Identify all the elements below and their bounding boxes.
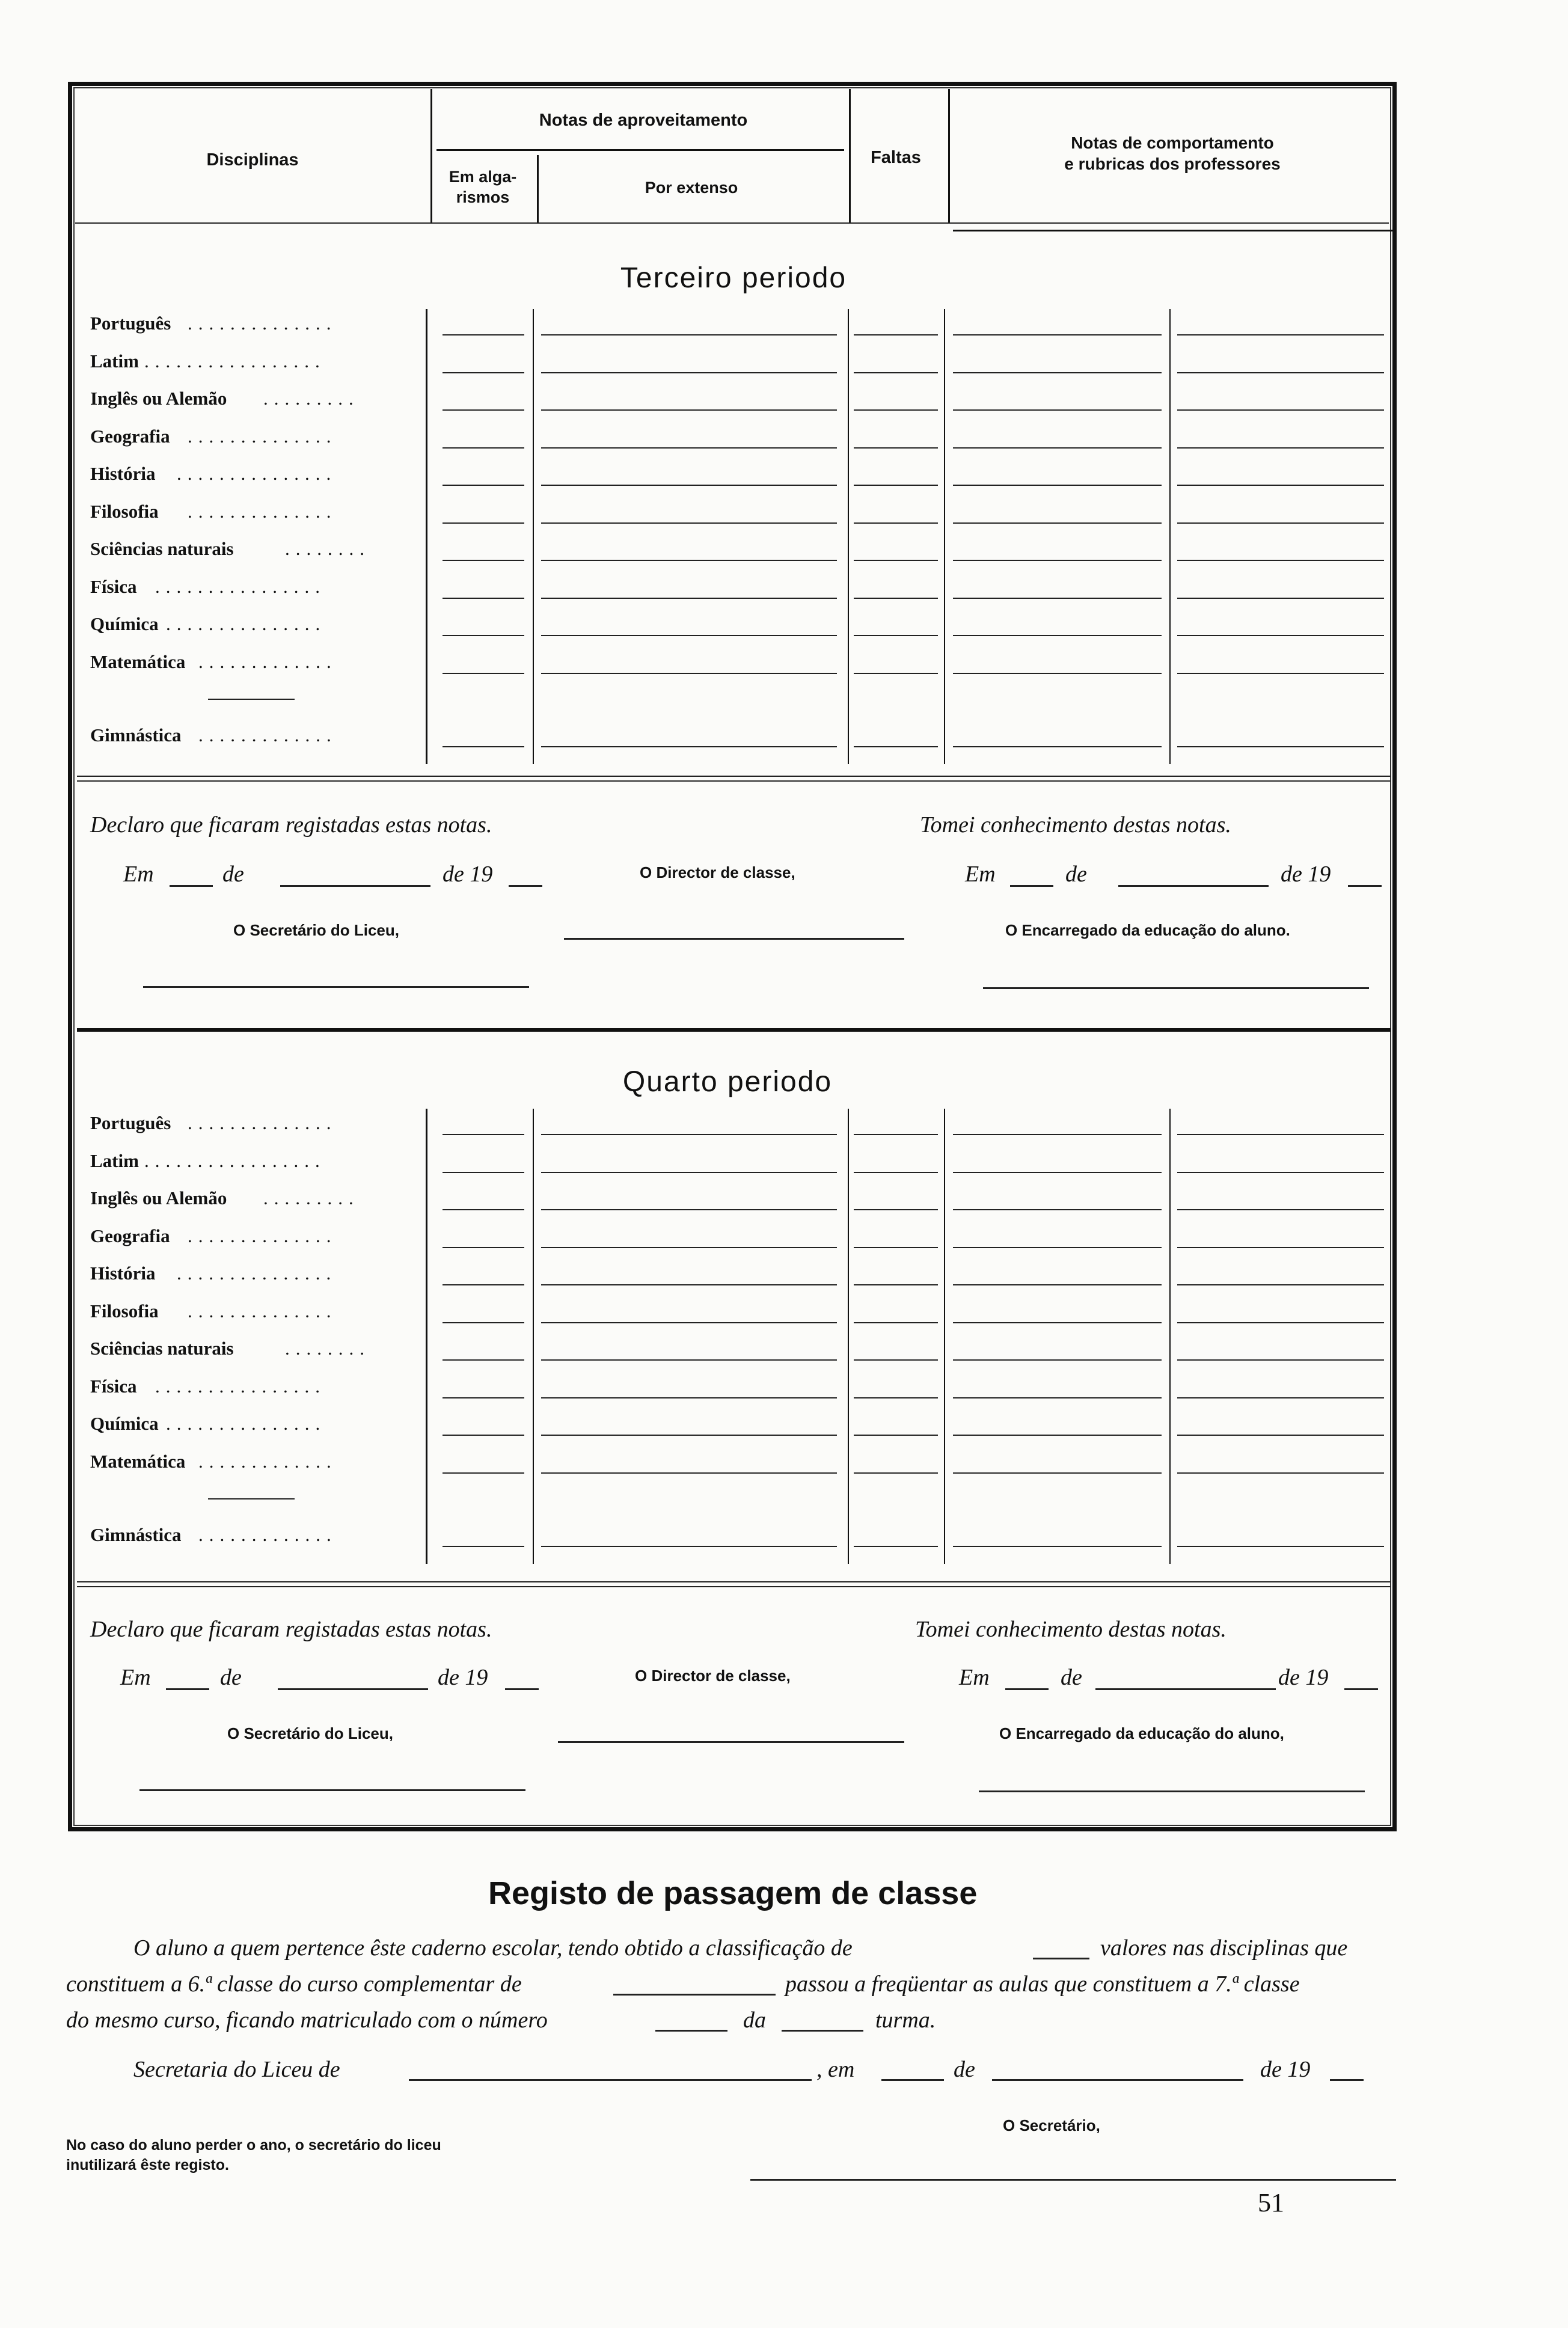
period-2-separator xyxy=(77,1581,1391,1582)
grade-entry-line[interactable] xyxy=(541,1172,837,1173)
registo-dia-line[interactable] xyxy=(881,2079,944,2081)
header-por-extenso: Por extenso xyxy=(645,179,738,197)
grade-entry-line[interactable] xyxy=(1177,1397,1384,1398)
subject-leader-dots: ................ xyxy=(155,1375,326,1397)
em-day-line-2[interactable] xyxy=(166,1688,209,1690)
declaro-text-2: Declaro que ficaram registadas estas notas. xyxy=(90,1617,492,1642)
subject-leader-dots: ............... xyxy=(166,613,326,634)
subject-label: Português xyxy=(90,313,171,334)
grade-entry-line[interactable] xyxy=(854,334,938,335)
grade-entry-line[interactable] xyxy=(1177,1247,1384,1248)
grade-entry-line[interactable] xyxy=(1177,1172,1384,1173)
grade-entry-line[interactable] xyxy=(953,372,1162,373)
grade-entry-line[interactable] xyxy=(1177,673,1384,674)
grade-entry-line[interactable] xyxy=(443,746,524,747)
registo-line3a: do mesmo curso, ficando matriculado com o número xyxy=(66,2008,548,2033)
grade-entry-line[interactable] xyxy=(953,1247,1162,1248)
subject-leader-dots: ........ xyxy=(285,538,370,559)
grade-entry-line[interactable] xyxy=(541,522,837,524)
grade-entry-line[interactable] xyxy=(953,1472,1162,1474)
em-month-line-1[interactable] xyxy=(280,885,430,887)
registo-line3b: da xyxy=(743,2008,766,2033)
grade-entry-line[interactable] xyxy=(953,1435,1162,1436)
registo-line4c: de xyxy=(954,2057,975,2082)
grade-entry-line[interactable] xyxy=(443,560,524,561)
secretario-signature-line-2[interactable] xyxy=(139,1789,525,1791)
grade-entry-line[interactable] xyxy=(1177,372,1384,373)
de19-label-2b: de 19 xyxy=(1278,1665,1329,1690)
grade-entry-line[interactable] xyxy=(854,635,938,636)
grade-entry-line[interactable] xyxy=(854,485,938,486)
grade-entry-line[interactable] xyxy=(953,1284,1162,1285)
subject-leader-dots: ............. xyxy=(198,724,337,746)
grade-entry-line[interactable] xyxy=(953,1397,1162,1398)
grade-entry-line[interactable] xyxy=(1177,485,1384,486)
secretario-label-1: O Secretário do Liceu, xyxy=(233,921,399,939)
grade-entry-line[interactable] xyxy=(443,598,524,599)
em-label-2b: Em xyxy=(959,1665,990,1690)
grade-entry-line[interactable] xyxy=(854,673,938,674)
header-underline xyxy=(436,149,844,151)
grade-entry-line[interactable] xyxy=(953,522,1162,524)
grade-entry-line[interactable] xyxy=(443,1134,524,1135)
subject-label: Matemática xyxy=(90,1450,186,1472)
grade-entry-line[interactable] xyxy=(1177,598,1384,599)
header-notas-aproveitamento: Notas de aproveitamento xyxy=(539,111,748,130)
director-signature-line-2[interactable] xyxy=(558,1741,904,1743)
header-notas-comportamento-1: Notas de comportamento xyxy=(1071,133,1274,152)
grade-entry-line[interactable] xyxy=(953,673,1162,674)
de-label-2: de xyxy=(220,1665,242,1690)
column-divider xyxy=(848,1109,849,1564)
grade-entry-line[interactable] xyxy=(541,409,837,411)
registo-note-1: No caso do aluno perder o ano, o secretário do liceu xyxy=(66,2137,441,2154)
tomei-text-2: Tomei conhecimento destas notas. xyxy=(915,1617,1227,1642)
subject-gap-line xyxy=(208,699,295,700)
column-divider xyxy=(848,309,849,764)
header-bottom-line-2 xyxy=(953,230,1395,231)
form-frame-inner xyxy=(73,87,1391,1826)
registo-line4a: Secretaria do Liceu de xyxy=(133,2057,340,2082)
em-day-line-1[interactable] xyxy=(170,885,213,887)
grade-entry-line[interactable] xyxy=(541,673,837,674)
director-signature-line-1[interactable] xyxy=(564,938,904,940)
grade-entry-line[interactable] xyxy=(1177,1322,1384,1323)
grade-entry-line[interactable] xyxy=(854,746,938,747)
registo-line4d: de 19 xyxy=(1260,2057,1311,2082)
grade-entry-line[interactable] xyxy=(854,1209,938,1210)
registo-curso-line[interactable] xyxy=(613,1994,776,1996)
grade-entry-line[interactable] xyxy=(541,334,837,335)
subject-leader-dots: ......... xyxy=(263,388,360,409)
grade-entry-line[interactable] xyxy=(1177,635,1384,636)
grade-entry-line[interactable] xyxy=(953,409,1162,411)
encarregado-signature-line-1[interactable] xyxy=(983,987,1369,989)
grade-entry-line[interactable] xyxy=(953,560,1162,561)
subject-label: Filosofia xyxy=(90,1300,159,1322)
period-divider-heavy xyxy=(77,1028,1391,1032)
period-title-quarto: Quarto periodo xyxy=(622,1066,833,1098)
column-divider xyxy=(944,309,945,764)
grade-entry-line[interactable] xyxy=(1177,746,1384,747)
header-notas-comportamento-2: e rubricas dos professores xyxy=(1064,155,1281,173)
grade-entry-line[interactable] xyxy=(1177,522,1384,524)
subject-label: Gimnástica xyxy=(90,1524,182,1545)
director-label-1: O Director de classe, xyxy=(640,863,795,881)
grade-entry-line[interactable] xyxy=(854,1435,938,1436)
subject-leader-dots: .............. xyxy=(188,1112,337,1133)
column-divider xyxy=(426,1109,427,1564)
subject-leader-dots: ............. xyxy=(198,1524,337,1545)
em-label-2: Em xyxy=(120,1665,151,1690)
grade-entry-line[interactable] xyxy=(953,485,1162,486)
header-em-algarismos-2: rismos xyxy=(456,188,510,206)
de19-label-1b: de 19 xyxy=(1281,862,1331,887)
subject-label: Química xyxy=(90,613,159,634)
grade-entry-line[interactable] xyxy=(443,1397,524,1398)
subject-label: Filosofia xyxy=(90,500,159,522)
subject-label: Sciências naturais xyxy=(90,538,234,559)
grade-entry-line[interactable] xyxy=(443,1247,524,1248)
grade-entry-line[interactable] xyxy=(443,1546,524,1547)
registo-title: Registo de passagem de classe xyxy=(488,1875,978,1911)
grade-entry-line[interactable] xyxy=(541,1359,837,1361)
registo-line1a: O aluno a quem pertence êste caderno escolar, tendo obtido a classificação de xyxy=(133,1935,853,1961)
column-divider xyxy=(1169,309,1171,764)
grade-entry-line[interactable] xyxy=(541,1397,837,1398)
grade-entry-line[interactable] xyxy=(854,1397,938,1398)
grade-entry-line[interactable] xyxy=(953,447,1162,449)
grade-entry-line[interactable] xyxy=(1177,447,1384,449)
de-label-2b: de xyxy=(1061,1665,1082,1690)
registo-secretario-label: O Secretário, xyxy=(1003,2116,1100,2134)
grade-entry-line[interactable] xyxy=(1177,409,1384,411)
subject-label: Química xyxy=(90,1413,159,1434)
grade-entry-line[interactable] xyxy=(1177,1284,1384,1285)
grade-entry-line[interactable] xyxy=(443,1472,524,1474)
registo-numero-line[interactable] xyxy=(655,2030,727,2032)
grade-entry-line[interactable] xyxy=(541,1209,837,1210)
grade-entry-line[interactable] xyxy=(443,372,524,373)
grade-entry-line[interactable] xyxy=(1177,1546,1384,1547)
subject-label: Física xyxy=(90,575,137,597)
subject-leader-dots: .............. xyxy=(188,425,337,447)
subject-label: Sciências naturais xyxy=(90,1338,234,1359)
subject-label: Gimnástica xyxy=(90,724,182,746)
grade-entry-line[interactable] xyxy=(541,1247,837,1248)
subject-leader-dots: .............. xyxy=(188,1225,337,1246)
grade-entry-line[interactable] xyxy=(854,560,938,561)
grade-entry-line[interactable] xyxy=(443,1284,524,1285)
header-em-algarismos xyxy=(432,167,534,208)
grade-entry-line[interactable] xyxy=(541,1472,837,1474)
em-month-line-2b[interactable] xyxy=(1095,1688,1276,1690)
grade-entry-line[interactable] xyxy=(541,635,837,636)
em-year-line-2[interactable] xyxy=(505,1688,539,1690)
grade-entry-line[interactable] xyxy=(541,447,837,449)
declaro-text-1: Declaro que ficaram registadas estas notas. xyxy=(90,812,492,838)
grade-entry-line[interactable] xyxy=(854,1322,938,1323)
subject-label: Geografia xyxy=(90,1225,170,1246)
subject-leader-dots: ................. xyxy=(144,1150,326,1171)
registo-line2a: constituem a 6.ª classe do curso complementar de xyxy=(66,1971,522,1997)
subject-leader-dots: ............. xyxy=(198,1450,337,1472)
secretario-signature-line-1[interactable] xyxy=(143,986,529,988)
em-month-line-1b[interactable] xyxy=(1118,885,1269,887)
grade-entry-line[interactable] xyxy=(1177,1134,1384,1135)
header-divider-4 xyxy=(537,155,539,222)
registo-mes-line[interactable] xyxy=(992,2079,1243,2081)
em-day-line-1b[interactable] xyxy=(1010,885,1053,887)
subject-label: História xyxy=(90,463,156,484)
subject-label: Latim xyxy=(90,350,139,372)
grade-entry-line[interactable] xyxy=(953,1546,1162,1547)
grade-entry-line[interactable] xyxy=(854,1546,938,1547)
em-day-line-2b[interactable] xyxy=(1005,1688,1049,1690)
grade-entry-line[interactable] xyxy=(443,1359,524,1361)
subject-label: Inglês ou Alemão xyxy=(90,1187,227,1208)
grade-entry-line[interactable] xyxy=(541,598,837,599)
grade-entry-line[interactable] xyxy=(854,447,938,449)
header-divider-1 xyxy=(430,89,432,222)
grade-entry-line[interactable] xyxy=(953,635,1162,636)
subject-label: Geografia xyxy=(90,425,170,447)
grade-entry-line[interactable] xyxy=(854,409,938,411)
grade-entry-line[interactable] xyxy=(541,1284,837,1285)
subject-leader-dots: ............. xyxy=(198,651,337,672)
grade-entry-line[interactable] xyxy=(1177,1209,1384,1210)
grade-entry-line[interactable] xyxy=(953,746,1162,747)
grade-entry-line[interactable] xyxy=(443,1209,524,1210)
column-divider xyxy=(944,1109,945,1564)
registo-valores-line[interactable] xyxy=(1033,1958,1089,1959)
column-divider xyxy=(426,309,427,764)
encarregado-signature-line-2[interactable] xyxy=(979,1790,1365,1792)
grade-entry-line[interactable] xyxy=(953,1134,1162,1135)
column-divider xyxy=(1169,1109,1171,1564)
header-divider-3 xyxy=(948,89,950,222)
de19-label-1: de 19 xyxy=(443,862,493,887)
header-notas-comportamento xyxy=(950,132,1395,174)
grade-entry-line[interactable] xyxy=(443,522,524,524)
period-title-terceiro: Terceiro periodo xyxy=(620,262,847,294)
subject-label: História xyxy=(90,1263,156,1284)
registo-liceu-line[interactable] xyxy=(409,2079,812,2081)
subject-label: Português xyxy=(90,1112,171,1133)
subject-gap-line xyxy=(208,1498,295,1499)
registo-note xyxy=(66,2136,441,2175)
encarregado-label-2: O Encarregado da educação do aluno, xyxy=(999,1724,1284,1742)
grade-entry-line[interactable] xyxy=(953,598,1162,599)
em-year-line-1[interactable] xyxy=(509,885,542,887)
grade-entry-line[interactable] xyxy=(443,485,524,486)
grade-entry-line[interactable] xyxy=(443,1172,524,1173)
subject-label: Matemática xyxy=(90,651,186,672)
grade-entry-line[interactable] xyxy=(953,1322,1162,1323)
period-2-separator-2 xyxy=(77,1586,1391,1587)
grade-entry-line[interactable] xyxy=(854,1134,938,1135)
grade-entry-line[interactable] xyxy=(541,485,837,486)
subject-leader-dots: ............... xyxy=(177,1263,337,1284)
encarregado-label-1: O Encarregado da educação do aluno. xyxy=(1005,921,1290,939)
grade-entry-line[interactable] xyxy=(953,1172,1162,1173)
subject-leader-dots: ................. xyxy=(144,350,326,372)
subject-label: Latim xyxy=(90,1150,139,1171)
grade-entry-line[interactable] xyxy=(443,447,524,449)
column-divider xyxy=(533,309,534,764)
em-label-1: Em xyxy=(123,862,154,887)
grade-entry-line[interactable] xyxy=(953,1359,1162,1361)
grade-entry-line[interactable] xyxy=(443,409,524,411)
subject-leader-dots: .............. xyxy=(188,500,337,522)
registo-line4b: , em xyxy=(816,2057,855,2082)
grade-entry-line[interactable] xyxy=(541,1546,837,1547)
header-divider-2 xyxy=(849,89,851,222)
tomei-text-1: Tomei conhecimento destas notas. xyxy=(920,812,1231,838)
secretario-label-2: O Secretário do Liceu, xyxy=(227,1724,393,1742)
de19-label-2: de 19 xyxy=(438,1665,488,1690)
grade-entry-line[interactable] xyxy=(1177,334,1384,335)
de-label-1: de xyxy=(222,862,244,887)
grade-entry-line[interactable] xyxy=(1177,560,1384,561)
subject-leader-dots: ............... xyxy=(177,463,337,484)
subject-leader-dots: ......... xyxy=(263,1187,360,1208)
header-faltas: Faltas xyxy=(871,148,921,167)
grade-entry-line[interactable] xyxy=(953,1209,1162,1210)
em-year-line-2b[interactable] xyxy=(1344,1688,1378,1690)
grade-entry-line[interactable] xyxy=(854,598,938,599)
subject-leader-dots: ........ xyxy=(285,1338,370,1359)
grade-entry-line[interactable] xyxy=(541,560,837,561)
director-label-2: O Director de classe, xyxy=(635,1667,791,1685)
grade-entry-line[interactable] xyxy=(1177,1359,1384,1361)
grade-entry-line[interactable] xyxy=(443,673,524,674)
registo-ano-line[interactable] xyxy=(1330,2079,1364,2081)
grade-entry-line[interactable] xyxy=(541,1134,837,1135)
em-label-1b: Em xyxy=(965,862,996,887)
de-label-1b: de xyxy=(1065,862,1087,887)
subject-leader-dots: .............. xyxy=(188,1300,337,1322)
subject-leader-dots: ............... xyxy=(166,1413,326,1434)
header-disciplinas: Disciplinas xyxy=(206,150,299,170)
grade-entry-line[interactable] xyxy=(1177,1435,1384,1436)
grade-entry-line[interactable] xyxy=(443,1435,524,1436)
grade-entry-line[interactable] xyxy=(854,1359,938,1361)
grade-entry-line[interactable] xyxy=(541,746,837,747)
registo-line3c: turma. xyxy=(875,2008,936,2033)
grade-entry-line[interactable] xyxy=(854,372,938,373)
header-bottom-line xyxy=(75,222,1389,224)
header-em-algarismos-1: Em alga- xyxy=(449,168,517,186)
subject-leader-dots: .............. xyxy=(188,313,337,334)
grade-entry-line[interactable] xyxy=(854,1284,938,1285)
registo-line2b: passou a freqüentar as aulas que constituem a 7.ª classe xyxy=(785,1971,1300,1997)
grade-entry-line[interactable] xyxy=(443,334,524,335)
subject-label: Física xyxy=(90,1375,137,1397)
registo-line1b: valores nas disciplinas que xyxy=(1100,1935,1348,1961)
em-month-line-2[interactable] xyxy=(278,1688,428,1690)
grade-entry-line[interactable] xyxy=(854,1172,938,1173)
grade-entry-line[interactable] xyxy=(443,635,524,636)
grade-entry-line[interactable] xyxy=(953,334,1162,335)
em-year-line-1b[interactable] xyxy=(1348,885,1382,887)
registo-turma-line[interactable] xyxy=(782,2030,863,2032)
grade-entry-line[interactable] xyxy=(854,1247,938,1248)
page-number: 51 xyxy=(1258,2188,1284,2217)
grade-entry-line[interactable] xyxy=(541,1322,837,1323)
subject-label: Inglês ou Alemão xyxy=(90,388,227,409)
grade-entry-line[interactable] xyxy=(854,522,938,524)
column-divider xyxy=(533,1109,534,1564)
grade-entry-line[interactable] xyxy=(854,1472,938,1474)
grade-entry-line[interactable] xyxy=(1177,1472,1384,1474)
registo-note-2: inutilizará êste registo. xyxy=(66,2156,229,2173)
period-1-separator-2 xyxy=(77,780,1391,782)
grade-entry-line[interactable] xyxy=(443,1322,524,1323)
period-1-separator xyxy=(77,776,1391,777)
registo-secretario-signature-line[interactable] xyxy=(750,2179,1396,2181)
grade-entry-line[interactable] xyxy=(541,372,837,373)
grade-entry-line[interactable] xyxy=(541,1435,837,1436)
subject-leader-dots: ................ xyxy=(155,575,326,597)
